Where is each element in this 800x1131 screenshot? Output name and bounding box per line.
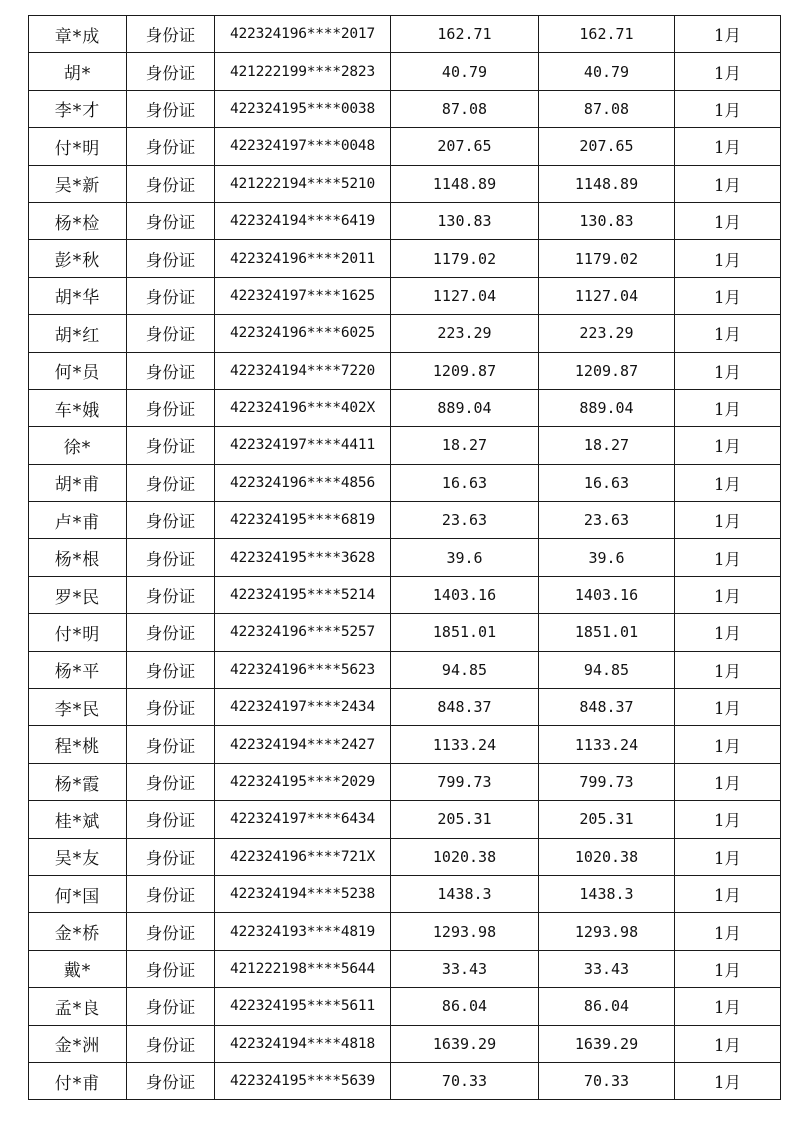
- name-cell: 孟*良: [29, 988, 127, 1025]
- id-number-cell: 422324195****5611: [215, 988, 391, 1025]
- amount-1-cell: 889.04: [391, 389, 539, 426]
- amount-1-cell: 1179.02: [391, 240, 539, 277]
- id-number-cell: 421222194****5210: [215, 165, 391, 202]
- amount-1-cell: 130.83: [391, 202, 539, 239]
- amount-2-cell: 207.65: [539, 128, 675, 165]
- amount-2-cell: 162.71: [539, 16, 675, 53]
- name-cell: 李*才: [29, 90, 127, 127]
- id-type-cell: 身份证: [127, 838, 215, 875]
- month-cell: 1月: [675, 53, 781, 90]
- table-row: [29, 726, 781, 763]
- amount-1-cell: 205.31: [391, 801, 539, 838]
- id-type-cell: 身份证: [127, 988, 215, 1025]
- id-type-cell: 身份证: [127, 763, 215, 800]
- id-number-cell: 422324196****4856: [215, 464, 391, 501]
- amount-2-cell: 1293.98: [539, 913, 675, 950]
- month-cell: 1月: [675, 651, 781, 688]
- month-cell: 1月: [675, 128, 781, 165]
- name-cell: 彭*秋: [29, 240, 127, 277]
- table-row: [29, 277, 781, 314]
- name-cell: 吴*友: [29, 838, 127, 875]
- name-cell: 金*洲: [29, 1025, 127, 1062]
- id-type-cell: 身份证: [127, 726, 215, 763]
- amount-2-cell: 70.33: [539, 1062, 675, 1099]
- amount-2-cell: 1403.16: [539, 576, 675, 613]
- table-row: [29, 502, 781, 539]
- amount-2-cell: 23.63: [539, 502, 675, 539]
- amount-2-cell: 1851.01: [539, 614, 675, 651]
- amount-2-cell: 848.37: [539, 689, 675, 726]
- amount-2-cell: 1179.02: [539, 240, 675, 277]
- amount-2-cell: 39.6: [539, 539, 675, 576]
- table-row: [29, 90, 781, 127]
- id-number-cell: 422324194****4818: [215, 1025, 391, 1062]
- name-cell: 程*桃: [29, 726, 127, 763]
- amount-1-cell: 1403.16: [391, 576, 539, 613]
- amount-1-cell: 848.37: [391, 689, 539, 726]
- table-row: [29, 240, 781, 277]
- amount-2-cell: 87.08: [539, 90, 675, 127]
- amount-2-cell: 1209.87: [539, 352, 675, 389]
- month-cell: 1月: [675, 801, 781, 838]
- amount-1-cell: 94.85: [391, 651, 539, 688]
- amount-1-cell: 207.65: [391, 128, 539, 165]
- amount-2-cell: 799.73: [539, 763, 675, 800]
- amount-1-cell: 1020.38: [391, 838, 539, 875]
- amount-2-cell: 1127.04: [539, 277, 675, 314]
- name-cell: 胡*甫: [29, 464, 127, 501]
- amount-2-cell: 33.43: [539, 950, 675, 987]
- amount-1-cell: 23.63: [391, 502, 539, 539]
- month-cell: 1月: [675, 165, 781, 202]
- month-cell: 1月: [675, 277, 781, 314]
- table-row: [29, 875, 781, 912]
- name-cell: 桂*斌: [29, 801, 127, 838]
- amount-2-cell: 16.63: [539, 464, 675, 501]
- month-cell: 1月: [675, 16, 781, 53]
- amount-2-cell: 1148.89: [539, 165, 675, 202]
- id-number-cell: 422324194****7220: [215, 352, 391, 389]
- table-row: [29, 202, 781, 239]
- id-number-cell: 422324195****5214: [215, 576, 391, 613]
- month-cell: 1月: [675, 614, 781, 651]
- id-type-cell: 身份证: [127, 913, 215, 950]
- id-type-cell: 身份证: [127, 16, 215, 53]
- id-number-cell: 422324196****2017: [215, 16, 391, 53]
- amount-2-cell: 223.29: [539, 315, 675, 352]
- id-number-cell: 422324196****5623: [215, 651, 391, 688]
- amount-1-cell: 1851.01: [391, 614, 539, 651]
- name-cell: 何*国: [29, 875, 127, 912]
- id-number-cell: 422324195****5639: [215, 1062, 391, 1099]
- amount-2-cell: 86.04: [539, 988, 675, 1025]
- id-number-cell: 421222198****5644: [215, 950, 391, 987]
- id-type-cell: 身份证: [127, 801, 215, 838]
- month-cell: 1月: [675, 90, 781, 127]
- id-type-cell: 身份证: [127, 502, 215, 539]
- month-cell: 1月: [675, 988, 781, 1025]
- id-number-cell: 422324195****2029: [215, 763, 391, 800]
- table-row: [29, 988, 781, 1025]
- amount-1-cell: 1133.24: [391, 726, 539, 763]
- amount-1-cell: 16.63: [391, 464, 539, 501]
- month-cell: 1月: [675, 352, 781, 389]
- id-number-cell: 422324194****5238: [215, 875, 391, 912]
- id-number-cell: 422324197****4411: [215, 427, 391, 464]
- month-cell: 1月: [675, 726, 781, 763]
- amount-1-cell: 33.43: [391, 950, 539, 987]
- table-row: [29, 838, 781, 875]
- id-number-cell: 422324196****6025: [215, 315, 391, 352]
- name-cell: 付*明: [29, 614, 127, 651]
- id-type-cell: 身份证: [127, 464, 215, 501]
- id-type-cell: 身份证: [127, 427, 215, 464]
- month-cell: 1月: [675, 464, 781, 501]
- month-cell: 1月: [675, 838, 781, 875]
- amount-2-cell: 18.27: [539, 427, 675, 464]
- name-cell: 金*桥: [29, 913, 127, 950]
- name-cell: 罗*民: [29, 576, 127, 613]
- amount-1-cell: 87.08: [391, 90, 539, 127]
- id-number-cell: 422324197****1625: [215, 277, 391, 314]
- id-number-cell: 422324197****2434: [215, 689, 391, 726]
- amount-1-cell: 1127.04: [391, 277, 539, 314]
- amount-1-cell: 1293.98: [391, 913, 539, 950]
- table-row: [29, 1062, 781, 1099]
- id-type-cell: 身份证: [127, 240, 215, 277]
- month-cell: 1月: [675, 315, 781, 352]
- amount-1-cell: 86.04: [391, 988, 539, 1025]
- id-type-cell: 身份证: [127, 875, 215, 912]
- amount-1-cell: 1148.89: [391, 165, 539, 202]
- beneficiary-table: [28, 15, 781, 1100]
- id-type-cell: 身份证: [127, 202, 215, 239]
- month-cell: 1月: [675, 389, 781, 426]
- id-type-cell: 身份证: [127, 1025, 215, 1062]
- table-row: [29, 614, 781, 651]
- table-row: [29, 1025, 781, 1062]
- table-row: [29, 427, 781, 464]
- month-cell: 1月: [675, 689, 781, 726]
- id-type-cell: 身份证: [127, 277, 215, 314]
- name-cell: 胡*: [29, 53, 127, 90]
- month-cell: 1月: [675, 1062, 781, 1099]
- amount-1-cell: 223.29: [391, 315, 539, 352]
- month-cell: 1月: [675, 875, 781, 912]
- name-cell: 付*甫: [29, 1062, 127, 1099]
- name-cell: 胡*红: [29, 315, 127, 352]
- name-cell: 徐*: [29, 427, 127, 464]
- name-cell: 胡*华: [29, 277, 127, 314]
- name-cell: 何*员: [29, 352, 127, 389]
- id-type-cell: 身份证: [127, 165, 215, 202]
- id-type-cell: 身份证: [127, 315, 215, 352]
- table-body: [29, 16, 781, 1100]
- name-cell: 戴*: [29, 950, 127, 987]
- id-number-cell: 422324197****0048: [215, 128, 391, 165]
- table-row: [29, 689, 781, 726]
- table-row: [29, 763, 781, 800]
- name-cell: 杨*根: [29, 539, 127, 576]
- table-row: [29, 165, 781, 202]
- month-cell: 1月: [675, 763, 781, 800]
- table-row: [29, 801, 781, 838]
- id-number-cell: 422324195****6819: [215, 502, 391, 539]
- id-type-cell: 身份证: [127, 689, 215, 726]
- id-number-cell: 422324197****6434: [215, 801, 391, 838]
- table-row: [29, 539, 781, 576]
- id-type-cell: 身份证: [127, 128, 215, 165]
- amount-2-cell: 130.83: [539, 202, 675, 239]
- table-row: [29, 128, 781, 165]
- month-cell: 1月: [675, 502, 781, 539]
- month-cell: 1月: [675, 913, 781, 950]
- table-row: [29, 950, 781, 987]
- month-cell: 1月: [675, 576, 781, 613]
- id-type-cell: 身份证: [127, 389, 215, 426]
- table-row: [29, 913, 781, 950]
- id-number-cell: 422324196****402X: [215, 389, 391, 426]
- name-cell: 卢*甫: [29, 502, 127, 539]
- amount-2-cell: 40.79: [539, 53, 675, 90]
- id-type-cell: 身份证: [127, 614, 215, 651]
- table-row: [29, 651, 781, 688]
- amount-1-cell: 1639.29: [391, 1025, 539, 1062]
- amount-1-cell: 40.79: [391, 53, 539, 90]
- id-type-cell: 身份证: [127, 950, 215, 987]
- amount-1-cell: 39.6: [391, 539, 539, 576]
- id-type-cell: 身份证: [127, 539, 215, 576]
- month-cell: 1月: [675, 1025, 781, 1062]
- amount-2-cell: 94.85: [539, 651, 675, 688]
- amount-1-cell: 162.71: [391, 16, 539, 53]
- id-number-cell: 421222199****2823: [215, 53, 391, 90]
- name-cell: 吴*新: [29, 165, 127, 202]
- table-row: [29, 16, 781, 53]
- id-type-cell: 身份证: [127, 1062, 215, 1099]
- id-number-cell: 422324193****4819: [215, 913, 391, 950]
- name-cell: 杨*霞: [29, 763, 127, 800]
- id-number-cell: 422324194****2427: [215, 726, 391, 763]
- table-row: [29, 464, 781, 501]
- month-cell: 1月: [675, 427, 781, 464]
- id-number-cell: 422324195****3628: [215, 539, 391, 576]
- amount-1-cell: 18.27: [391, 427, 539, 464]
- id-number-cell: 422324196****721X: [215, 838, 391, 875]
- table-row: [29, 389, 781, 426]
- amount-1-cell: 799.73: [391, 763, 539, 800]
- month-cell: 1月: [675, 950, 781, 987]
- name-cell: 付*明: [29, 128, 127, 165]
- month-cell: 1月: [675, 202, 781, 239]
- id-type-cell: 身份证: [127, 53, 215, 90]
- amount-2-cell: 205.31: [539, 801, 675, 838]
- id-number-cell: 422324196****5257: [215, 614, 391, 651]
- name-cell: 杨*检: [29, 202, 127, 239]
- id-number-cell: 422324195****0038: [215, 90, 391, 127]
- name-cell: 章*成: [29, 16, 127, 53]
- id-type-cell: 身份证: [127, 651, 215, 688]
- month-cell: 1月: [675, 240, 781, 277]
- id-number-cell: 422324196****2011: [215, 240, 391, 277]
- amount-1-cell: 70.33: [391, 1062, 539, 1099]
- amount-2-cell: 1639.29: [539, 1025, 675, 1062]
- name-cell: 杨*平: [29, 651, 127, 688]
- amount-1-cell: 1209.87: [391, 352, 539, 389]
- amount-2-cell: 1020.38: [539, 838, 675, 875]
- table-row: [29, 315, 781, 352]
- amount-2-cell: 889.04: [539, 389, 675, 426]
- amount-1-cell: 1438.3: [391, 875, 539, 912]
- table-row: [29, 352, 781, 389]
- id-type-cell: 身份证: [127, 90, 215, 127]
- id-number-cell: 422324194****6419: [215, 202, 391, 239]
- amount-2-cell: 1133.24: [539, 726, 675, 763]
- month-cell: 1月: [675, 539, 781, 576]
- id-type-cell: 身份证: [127, 576, 215, 613]
- name-cell: 车*娥: [29, 389, 127, 426]
- id-type-cell: 身份证: [127, 352, 215, 389]
- amount-2-cell: 1438.3: [539, 875, 675, 912]
- table-row: [29, 576, 781, 613]
- name-cell: 李*民: [29, 689, 127, 726]
- table-row: [29, 53, 781, 90]
